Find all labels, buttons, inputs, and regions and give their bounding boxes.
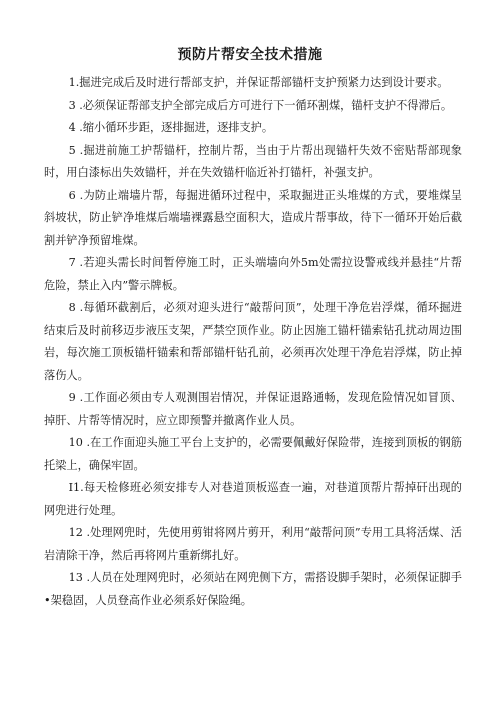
paragraph-8: 8 .每循环截割后，必须对迎头进行“敲帮问顶”，处理干净危岩浮煤，循环掘进结束后及时前移迈步液压支架，严禁空顶作业。防止因施工锚杆锚索钻孔扰动周边围岩，每次施工顶板锚杆锚索和帮部锚杆钻孔前，必须再次处理干净危岩浮煤，防止掉落伤人。 (44, 301, 462, 382)
paragraph-6: 6 .为防止端墙片帮，每掘进循环过程中，采取掘进正头堆煤的方式，要堆煤呈斜坡状，防止铲净堆煤后端墙裸露悬空面积大，造成片帮事故，待下一循环开始后截割并铲净预留堆煤。 (44, 188, 462, 247)
paragraph-4: 4 .缩小循环步距，逐排掘进，逐排支护。 (68, 121, 274, 134)
paragraph-9: 9 .工作面必须由专人观测围岩情况，并保证退路通畅，发现危险情况如冒顶、掉肝、片帮等情况时，应立即预警并撤离作业人员。 (44, 391, 462, 427)
document-body (44, 72, 462, 612)
paragraph-12: 12 .处理网兜时，先使用剪钳将网片剪开，利用“敲帮问顶”专用工具将活煤、活岩清除干净，然后再将网片重新绑扎好。 (44, 526, 462, 562)
document-title: 预防片帮安全技术措施 (177, 47, 323, 63)
paragraph-7: 7 .若迎头需长时间暂停施工时，正头端墙向外5m处需拉设警戒线并悬挂“片帮危险，禁止入内”警示牌板。 (44, 256, 462, 292)
paragraph-3: 3 .必须保证帮部支护全部完成后方可进行下一循环割煤，锚杆支护不得滞后。 (68, 98, 453, 112)
paragraph-10: 10 .在工作面迎头施工平台上支护的，必需要佩戴好保险带，连接到顶板的钢筋托梁上，确保牢固。 (44, 436, 462, 472)
paragraph-5: 5 .掘进前施工护帮锚杆，控制片帮，当由于片帮出现锚杆失效不密贴帮部现象时，用白漆标出失效锚杆，并在失效锚杆临近补打锚杆，补强支护。 (44, 143, 462, 179)
paragraph-11: I1.每天检修班必须安排专人对巷道顶板巡查一遍，对巷道顶帮片帮掉矸出现的网兜进行处理。 (44, 481, 462, 517)
paragraph-1: 1.掘进完成后及时进行帮部支护，并保证帮部锚杆支护预紧力达到设计要求。 (68, 76, 449, 89)
paragraph-13: 13 .人员在处理网兜时，必须站在网兜侧下方，需搭设脚手架时，必须保证脚手•架稳固，人员登高作业必须系好保险绳。 (44, 571, 462, 607)
